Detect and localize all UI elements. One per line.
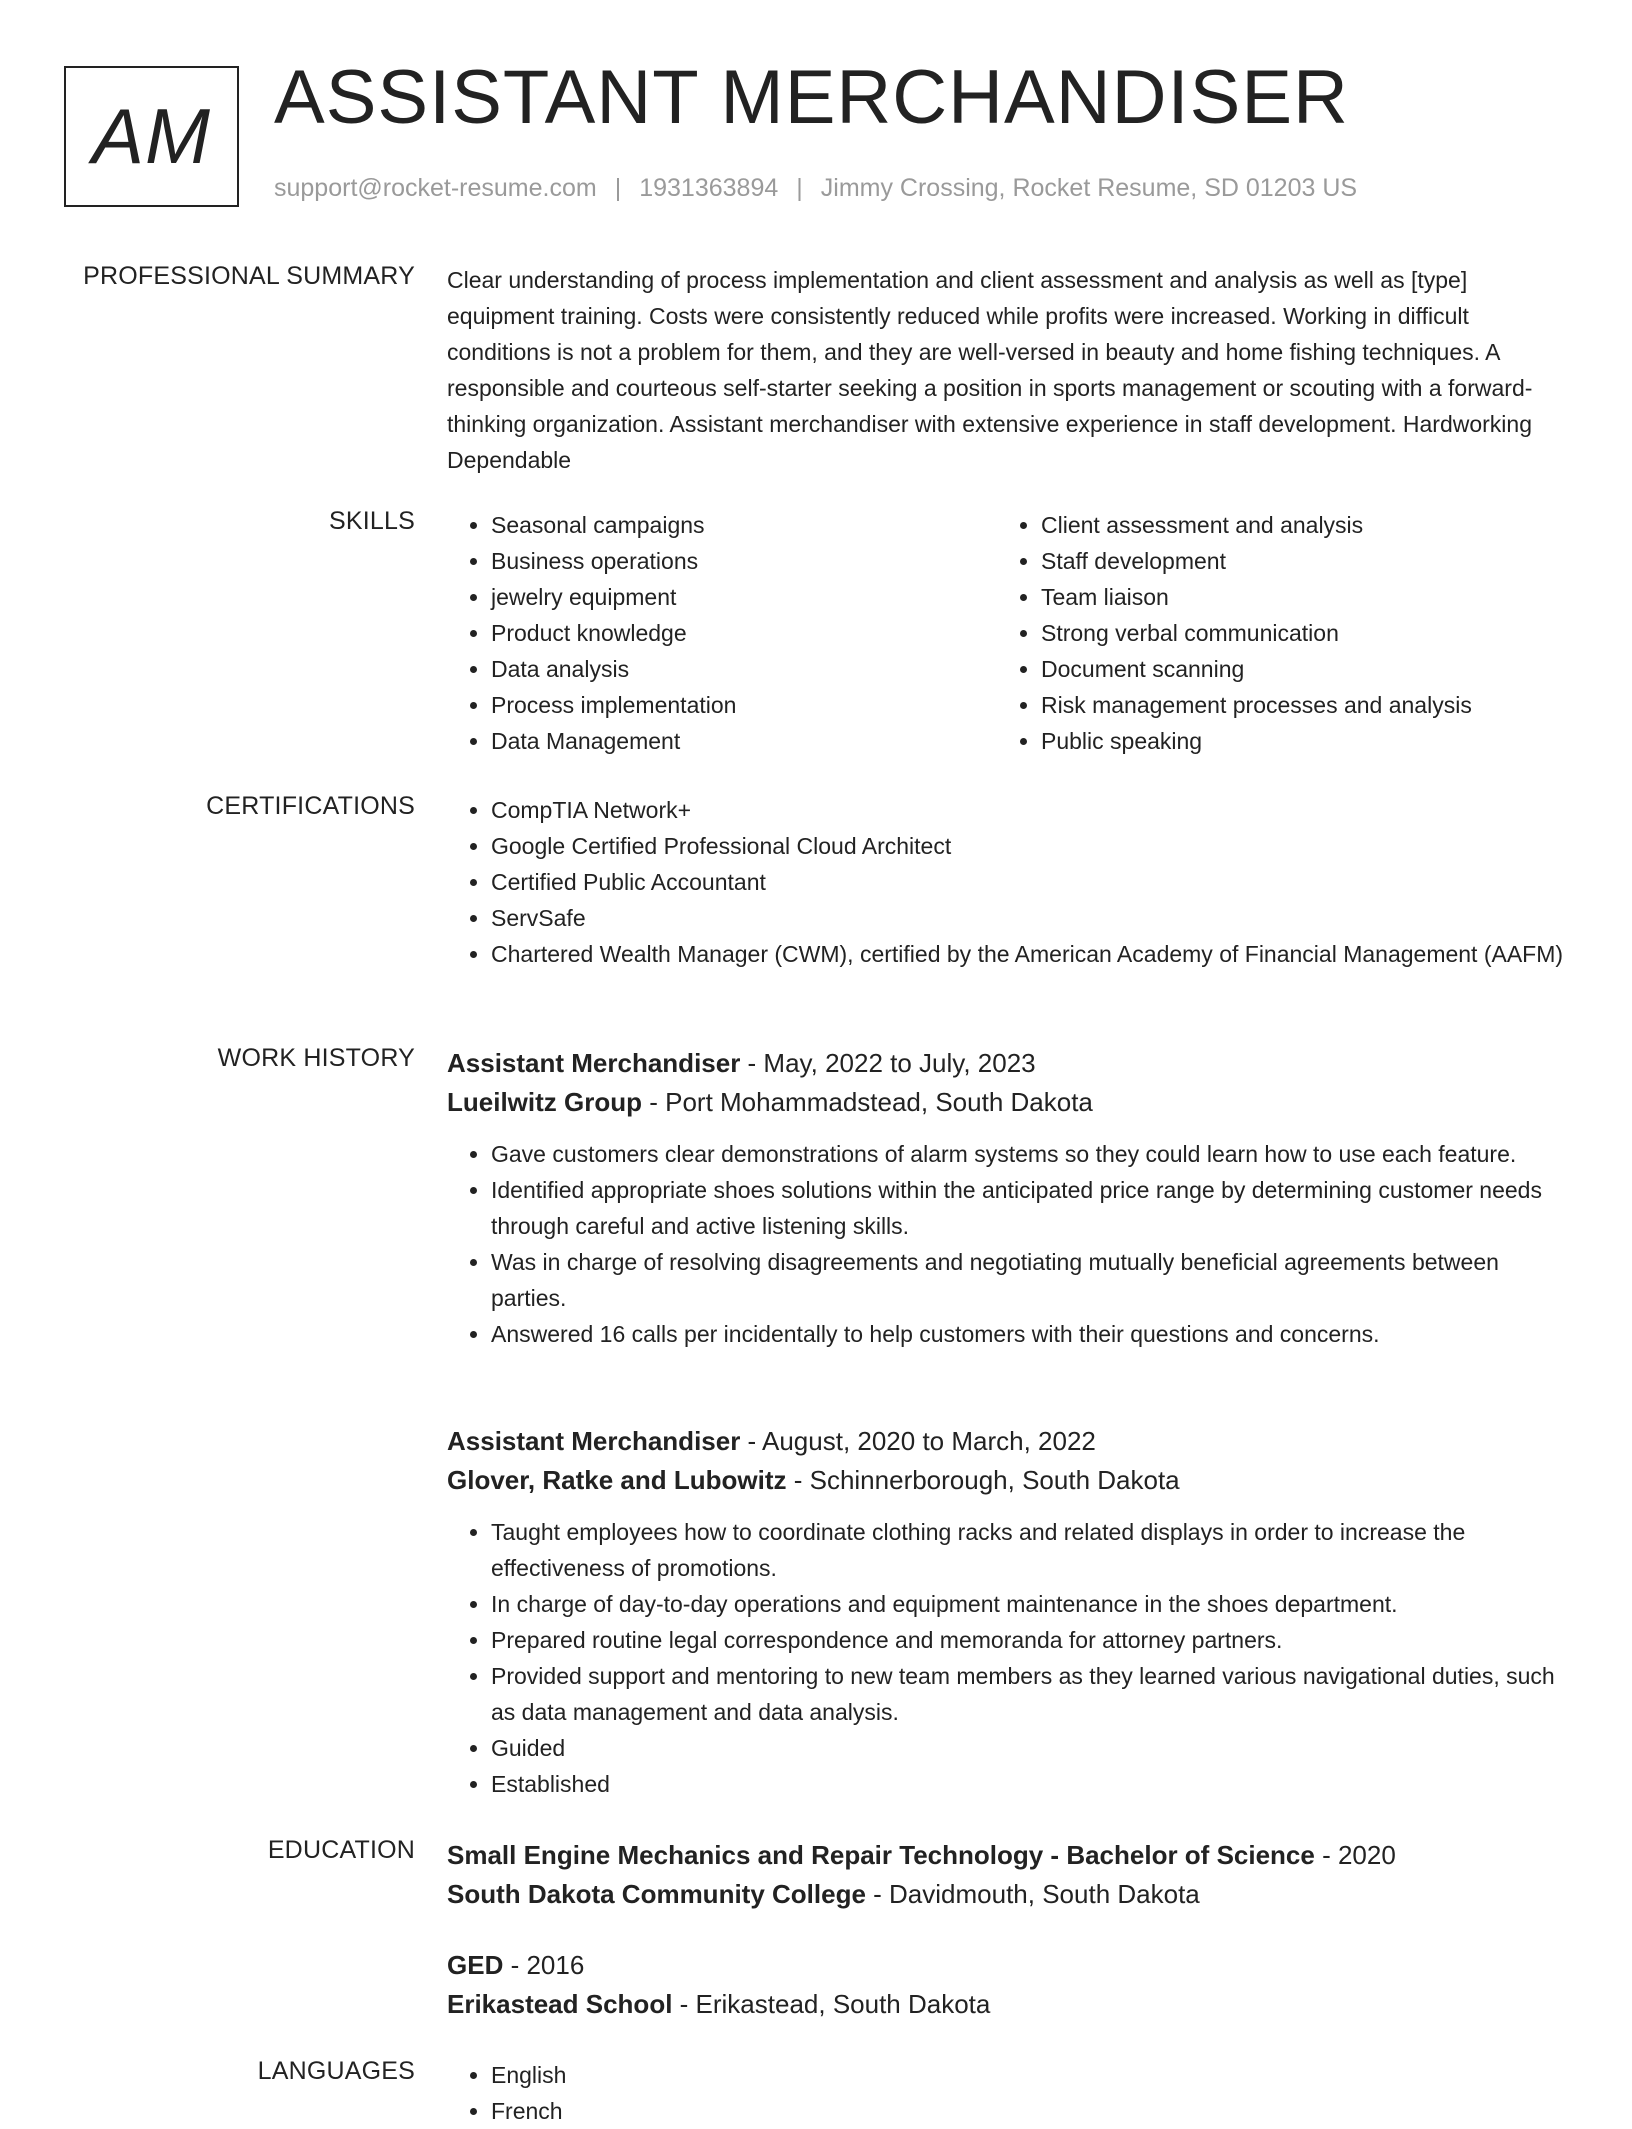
skills-column-left (447, 507, 997, 759)
education-year: - 2020 (1314, 1840, 1396, 1870)
education-degree-line (447, 1946, 1567, 1985)
job-dates: - May, 2022 to July, 2023 (740, 1048, 1036, 1078)
job-duty-item: • Answered 16 calls per incidentally to help customers with their questions and concerns. (491, 1316, 1567, 1352)
job-duty-item: • Prepared routine legal correspondence and memoranda for attorney partners. (491, 1622, 1567, 1658)
languages-content (447, 2057, 1567, 2129)
job-duty-item: • In charge of day-to-day operations and equipment maintenance in the shoes department. (491, 1586, 1567, 1622)
job-title-line (447, 1044, 1567, 1083)
education-school-line (447, 1875, 1567, 1914)
language-item: • French (491, 2093, 1567, 2129)
contact-separator: | (614, 174, 622, 202)
skill-item: • Document scanning (1041, 651, 1547, 687)
languages-list (447, 2057, 1567, 2129)
education-location: - Erikastead, South Dakota (672, 1989, 991, 2019)
education-entry (447, 1946, 1567, 2024)
contact-email: support@rocket-resume.com (274, 174, 597, 202)
skill-item: • jewelry equipment (491, 579, 997, 615)
contact-separator: | (796, 174, 803, 202)
job-dates: - August, 2020 to March, 2022 (740, 1426, 1096, 1456)
summary-heading: PROFESSIONAL SUMMARY (83, 262, 415, 290)
skills-list-right (997, 507, 1547, 759)
skill-item: • Business operations (491, 543, 997, 579)
skill-item: • Staff development (1041, 543, 1547, 579)
languages-heading: LANGUAGES (257, 2057, 415, 2085)
skill-item: • Product knowledge (491, 615, 997, 651)
job-company: Glover, Ratke and Lubowitz (447, 1465, 787, 1495)
job-location: - Schinnerborough, South Dakota (786, 1465, 1180, 1495)
certification-item: • Certified Public Accountant (491, 864, 1567, 900)
certifications-list (447, 792, 1567, 972)
job-title-line (447, 1422, 1567, 1461)
monogram-text: AM (92, 92, 211, 180)
education-school: South Dakota Community College (447, 1879, 866, 1909)
job-duty-item: • Established (491, 1766, 1567, 1802)
work-history-heading: WORK HISTORY (217, 1044, 415, 1072)
job-duty-item: • Gave customers clear demonstrations of alarm systems so they could learn how to use each feature. (491, 1136, 1567, 1172)
skills-column-right (997, 507, 1547, 759)
skill-item: • Client assessment and analysis (1041, 507, 1547, 543)
contact-line (274, 174, 1357, 203)
education-school-line (447, 1985, 1567, 2024)
certification-item: • Google Certified Professional Cloud Architect (491, 828, 1567, 864)
job-company-line (447, 1461, 1567, 1500)
certification-item: • ServSafe (491, 900, 1567, 936)
education-year: - 2016 (503, 1950, 585, 1980)
monogram-logo (64, 66, 239, 207)
job-entry (447, 1422, 1567, 1802)
skill-item: • Process implementation (491, 687, 997, 723)
job-duty-item: • Guided (491, 1730, 1567, 1766)
skills-list-left (447, 507, 997, 759)
certification-item: • CompTIA Network+ (491, 792, 1567, 828)
certifications-heading: CERTIFICATIONS (206, 792, 415, 820)
job-title: Assistant Merchandiser (447, 1426, 741, 1456)
education-entry (447, 1836, 1567, 1914)
skills-content (447, 507, 1567, 759)
job-duty-item: • Identified appropriate shoes solutions within the anticipated price range by determining customer needs through careful and active listening skills. (491, 1172, 1567, 1244)
skill-item: • Data Management (491, 723, 997, 759)
skill-item: • Risk management processes and analysis (1041, 687, 1547, 723)
education-content-2 (447, 1946, 1567, 2024)
page-title: ASSISTANT MERCHANDISER (274, 55, 1349, 140)
job-title: Assistant Merchandiser (447, 1048, 741, 1078)
skill-item: • Public speaking (1041, 723, 1547, 759)
job-duties-list (447, 1514, 1567, 1802)
job-duty-item: • Was in charge of resolving disagreements and negotiating mutually beneficial agreements between parties. (491, 1244, 1567, 1316)
job-duty-item: • Provided support and mentoring to new team members as they learned various navigational duties, such as data management and data analysis. (491, 1658, 1567, 1730)
job-duties-list (447, 1136, 1567, 1352)
certifications-content (447, 792, 1567, 972)
job-duty-item: • Taught employees how to coordinate clothing racks and related displays in order to increase the effectiveness of promotions. (491, 1514, 1567, 1586)
summary-content (447, 262, 1567, 478)
summary-text: Clear understanding of process implementation and client assessment and analysis as well as [type] equipment training. Costs were consistently reduced while profits were increased. Working in difficult conditions is not a problem for them, and they are well-versed in beauty and home fishing techniques. A responsible and courteous self-starter seeking a position in sports management or scouting with a forward-thinking organization. Assistant merchandiser with extensive experience in staff development. Hardworking Dependable (447, 267, 1533, 473)
education-content (447, 1836, 1567, 1914)
contact-address: Jimmy Crossing, Rocket Resume, SD 01203 US (820, 174, 1358, 202)
skills-heading: SKILLS (329, 507, 415, 535)
job-entry (447, 1044, 1567, 1352)
education-school: Erikastead School (447, 1989, 673, 2019)
skill-item: • Data analysis (491, 651, 997, 687)
certification-item: • Chartered Wealth Manager (CWM), certified by the American Academy of Financial Management (AAFM) (491, 936, 1567, 972)
work-history-content-2 (447, 1422, 1567, 1802)
education-degree: GED (447, 1950, 504, 1980)
skill-item: • Strong verbal communication (1041, 615, 1547, 651)
job-company-line (447, 1083, 1567, 1122)
work-history-content (447, 1044, 1567, 1352)
education-heading: EDUCATION (267, 1836, 415, 1864)
job-location: - Port Mohammadstead, South Dakota (642, 1087, 1093, 1117)
skill-item: • Seasonal campaigns (491, 507, 997, 543)
contact-phone: 1931363894 (639, 174, 779, 202)
skills-columns (447, 507, 1567, 759)
skill-item: • Team liaison (1041, 579, 1547, 615)
education-degree: Small Engine Mechanics and Repair Technology - Bachelor of Science (447, 1840, 1315, 1870)
language-item: • English (491, 2057, 1567, 2093)
education-degree-line (447, 1836, 1567, 1875)
education-location: - Davidmouth, South Dakota (865, 1879, 1200, 1909)
job-company: Lueilwitz Group (447, 1087, 642, 1117)
